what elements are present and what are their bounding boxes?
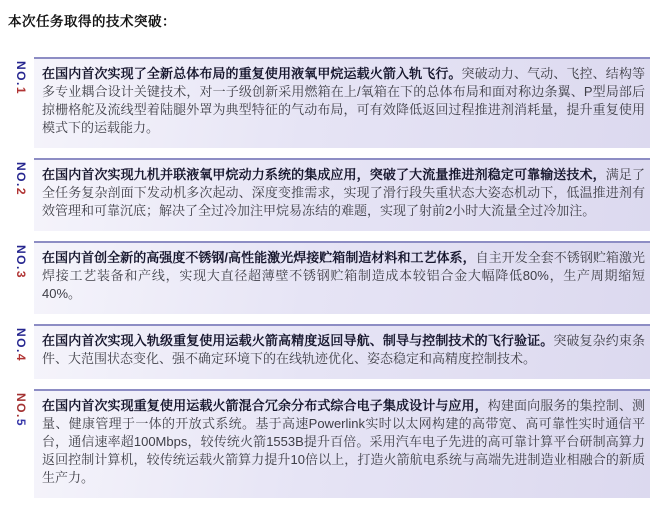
label-number: 3 xyxy=(14,270,28,280)
item-lead-text: 在国内首次实现入轨级重复使用运载火箭高精度返回导航、制导与控制技术的飞行验证。 xyxy=(42,333,554,348)
item-text-4 xyxy=(42,332,645,368)
item-body-text: 自主开发全套不锈钢贮箱激光焊接工艺装备和产线，实现大直径超薄壁不锈钢贮箱制造成本较铝合金大幅降低80%，生产周期缩短40%。 xyxy=(42,250,645,301)
item-number-label-2 xyxy=(8,158,34,231)
label-prefix: NO. xyxy=(14,61,28,87)
item-lead-text: 在国内首次实现了全新总体布局的重复使用液氧甲烷运载火箭入轨飞行。 xyxy=(42,66,462,81)
item-content-box-5 xyxy=(34,389,650,498)
item-number-label-1 xyxy=(8,57,34,148)
item-body-text: 构建面向服务的集控制、测量、健康管理于一体的开放式系统。基于高速Powerlink实时以太网构建的高带宽、高可靠性实时通信平台，通信速率超100Mbps，较传统火箭1553B提升百倍。采用汽车电子先进的高可靠计算平台研制高算力返回控制计算机，较传统运载火箭算力提升10倍以上，打造火箭航电系统与高端先进制造业相融合的新质生产力。 xyxy=(42,398,645,485)
item-body-text: 突破动力、气动、飞控、结构等多专业耦合设计关键技术，对一子级创新采用燃箱在上/氧箱在下的总体布局和面对称边条翼、P型局部后掠栅格舵及流线型着陆腿外罩为典型特征的气动布局，可有效降低返回过程推进剂消耗量，提升重复使用模式下的运载能力。 xyxy=(42,66,645,135)
label-number: 4 xyxy=(14,353,28,363)
breakthrough-list xyxy=(8,57,650,498)
item-lead-text: 在国内首次实现九机并联液氧甲烷动力系统的集成应用，突破了大流量推进剂稳定可靠输送技术， xyxy=(42,167,606,182)
item-text-3 xyxy=(42,249,645,303)
label-prefix: NO. xyxy=(14,245,28,271)
item-body-text: 突破复杂约束条件、大范围状态变化、强不确定环境下的在线轨迹优化、姿态稳定和高精度控制技术。 xyxy=(42,333,645,366)
breakthrough-item-3 xyxy=(8,241,650,314)
item-lead-text: 在国内首次实现重复使用运载火箭混合冗余分布式综合电子集成设计与应用， xyxy=(42,398,488,413)
breakthrough-item-4 xyxy=(8,324,650,379)
page-title: 本次任务取得的技术突破： xyxy=(8,14,176,29)
item-text-5 xyxy=(42,397,645,487)
item-lead-text: 在国内首创全新的高强度不锈钢/高性能激光焊接贮箱制造材料和工艺体系， xyxy=(42,250,476,265)
breakthrough-item-1 xyxy=(8,57,650,148)
item-number-label-5 xyxy=(8,389,34,498)
label-prefix: NO. xyxy=(14,393,28,419)
label-number: 2 xyxy=(14,187,28,197)
item-text-1 xyxy=(42,65,645,137)
item-content-box-3 xyxy=(34,241,650,314)
item-text-2 xyxy=(42,166,645,220)
label-number: 1 xyxy=(14,86,28,96)
item-body-text: 满足了全任务复杂剖面下发动机多次起动、深度变推需求，实现了滑行段失重状态大姿态机动下，低温推进剂有效管理和可靠沉底；解决了全过冷加注甲烷易冻结的难题，实现了射前2小时大流量全过冷加注。 xyxy=(42,167,645,218)
breakthrough-item-2 xyxy=(8,158,650,231)
item-number-label-3 xyxy=(8,241,34,314)
label-prefix: NO. xyxy=(14,162,28,188)
label-prefix: NO. xyxy=(14,328,28,354)
item-content-box-4 xyxy=(34,324,650,379)
item-content-box-2 xyxy=(34,158,650,231)
breakthrough-item-5 xyxy=(8,389,650,498)
item-content-box-1 xyxy=(34,57,650,148)
label-number: 5 xyxy=(14,418,28,428)
item-number-label-4 xyxy=(8,324,34,379)
